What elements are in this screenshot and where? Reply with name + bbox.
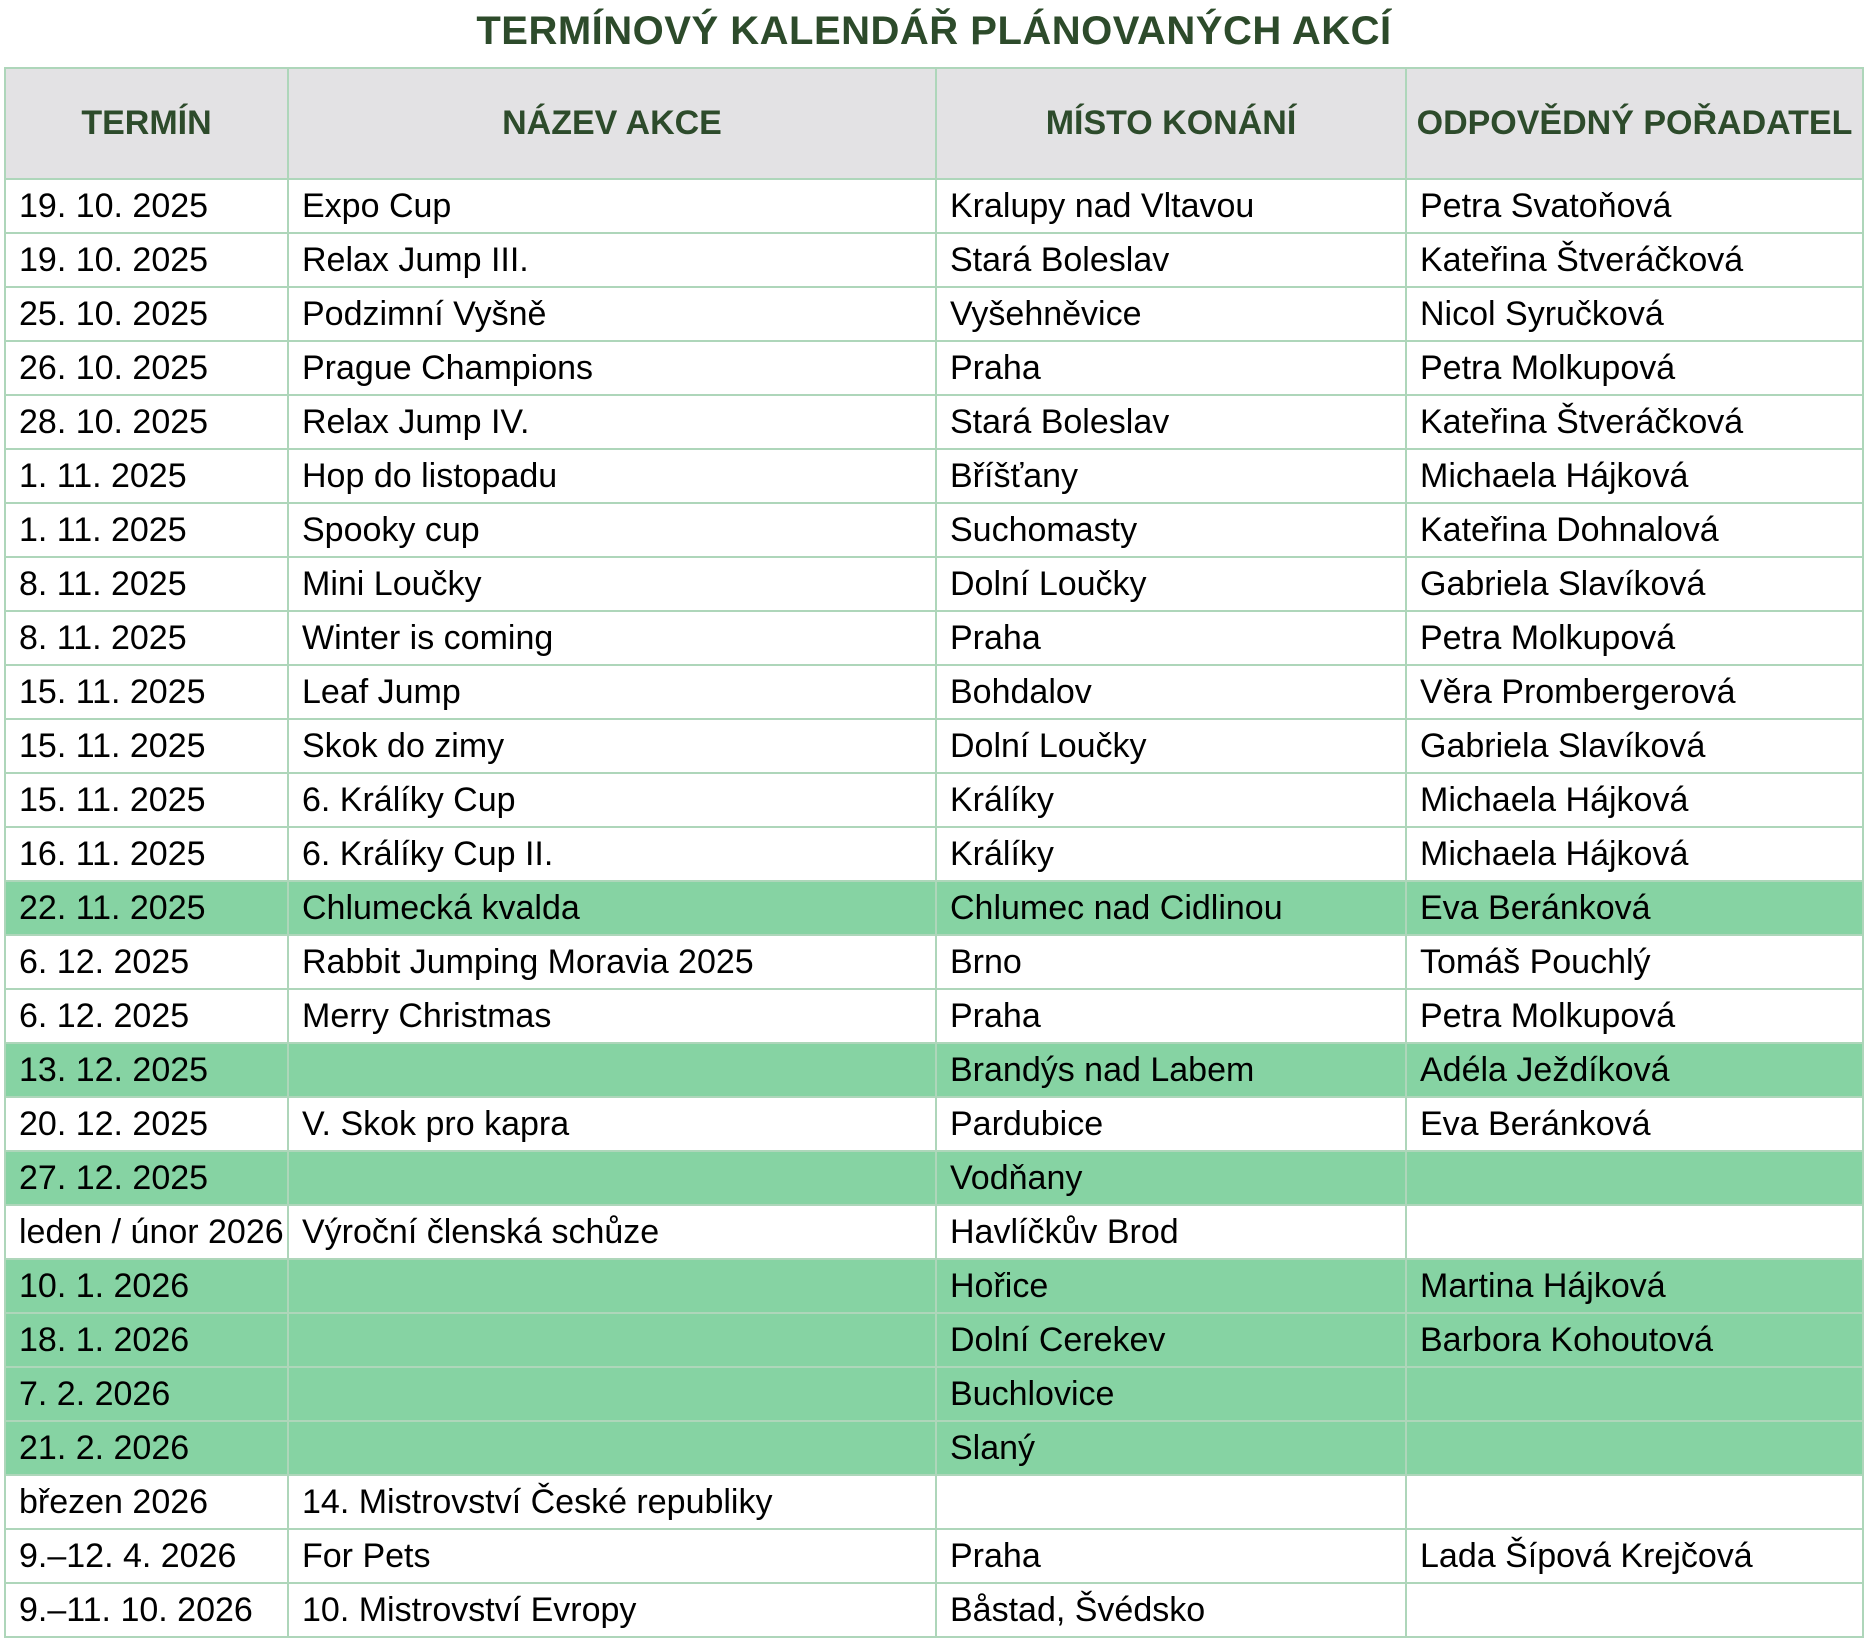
cell-organizer: Kateřina Dohnalová — [1406, 503, 1863, 557]
cell-organizer: Nicol Syručková — [1406, 287, 1863, 341]
cell-date: březen 2026 — [5, 1475, 288, 1529]
cell-event-name — [288, 1151, 936, 1205]
cell-organizer: Petra Svatoňová — [1406, 179, 1863, 233]
cell-date: 13. 12. 2025 — [5, 1043, 288, 1097]
cell-organizer: Petra Molkupová — [1406, 341, 1863, 395]
table-row — [5, 557, 1863, 611]
cell-place: Buchlovice — [936, 1367, 1406, 1421]
table-row — [5, 1151, 1863, 1205]
cell-place: Dolní Loučky — [936, 719, 1406, 773]
cell-event-name: Prague Champions — [288, 341, 936, 395]
cell-place: Båstad, Švédsko — [936, 1583, 1406, 1637]
table-row — [5, 179, 1863, 233]
cell-event-name: 14. Mistrovství České republiky — [288, 1475, 936, 1529]
cell-place: Dolní Cerekev — [936, 1313, 1406, 1367]
cell-event-name: Rabbit Jumping Moravia 2025 — [288, 935, 936, 989]
cell-date: 6. 12. 2025 — [5, 935, 288, 989]
cell-event-name: V. Skok pro kapra — [288, 1097, 936, 1151]
cell-place: Králíky — [936, 827, 1406, 881]
table-body — [5, 179, 1863, 1637]
table-row — [5, 719, 1863, 773]
cell-date: 1. 11. 2025 — [5, 449, 288, 503]
cell-date: 19. 10. 2025 — [5, 233, 288, 287]
cell-organizer: Petra Molkupová — [1406, 989, 1863, 1043]
cell-event-name: 6. Králíky Cup II. — [288, 827, 936, 881]
cell-event-name: Mini Loučky — [288, 557, 936, 611]
events-calendar-table — [4, 67, 1864, 1638]
cell-date: 8. 11. 2025 — [5, 611, 288, 665]
cell-event-name: Podzimní Vyšně — [288, 287, 936, 341]
cell-organizer: Lada Šípová Krejčová — [1406, 1529, 1863, 1583]
cell-place: Vodňany — [936, 1151, 1406, 1205]
cell-date: leden / únor 2026 — [5, 1205, 288, 1259]
cell-organizer — [1406, 1205, 1863, 1259]
table-row — [5, 935, 1863, 989]
header-row — [5, 68, 1863, 179]
cell-organizer — [1406, 1151, 1863, 1205]
cell-organizer: Gabriela Slavíková — [1406, 557, 1863, 611]
cell-place: Vyšehněvice — [936, 287, 1406, 341]
cell-organizer: Adéla Ježdíková — [1406, 1043, 1863, 1097]
cell-date: 20. 12. 2025 — [5, 1097, 288, 1151]
cell-organizer: Kateřina Štveráčková — [1406, 395, 1863, 449]
cell-place: Brno — [936, 935, 1406, 989]
table-row — [5, 665, 1863, 719]
cell-organizer — [1406, 1367, 1863, 1421]
cell-organizer: Eva Beránková — [1406, 881, 1863, 935]
cell-place: Pardubice — [936, 1097, 1406, 1151]
cell-event-name — [288, 1421, 936, 1475]
cell-place: Bříšťany — [936, 449, 1406, 503]
table-row — [5, 1421, 1863, 1475]
cell-organizer: Martina Hájková — [1406, 1259, 1863, 1313]
cell-event-name: For Pets — [288, 1529, 936, 1583]
table-row — [5, 449, 1863, 503]
header-termin: TERMÍN — [5, 68, 288, 179]
cell-event-name: Chlumecká kvalda — [288, 881, 936, 935]
cell-place: Praha — [936, 611, 1406, 665]
table-row — [5, 827, 1863, 881]
cell-date: 9.–12. 4. 2026 — [5, 1529, 288, 1583]
cell-date: 10. 1. 2026 — [5, 1259, 288, 1313]
cell-event-name: Skok do zimy — [288, 719, 936, 773]
cell-event-name: Výroční členská schůze — [288, 1205, 936, 1259]
cell-place: Slaný — [936, 1421, 1406, 1475]
cell-place: Stará Boleslav — [936, 395, 1406, 449]
cell-place — [936, 1475, 1406, 1529]
cell-place: Havlíčkův Brod — [936, 1205, 1406, 1259]
table-row — [5, 1259, 1863, 1313]
table-row — [5, 1529, 1863, 1583]
cell-event-name: Spooky cup — [288, 503, 936, 557]
cell-date: 26. 10. 2025 — [5, 341, 288, 395]
table-row — [5, 773, 1863, 827]
cell-place: Hořice — [936, 1259, 1406, 1313]
header-odpovedny-poradatel: ODPOVĚDNÝ POŘADATEL — [1406, 68, 1863, 179]
cell-organizer — [1406, 1421, 1863, 1475]
table-row — [5, 989, 1863, 1043]
cell-date: 28. 10. 2025 — [5, 395, 288, 449]
cell-event-name: Merry Christmas — [288, 989, 936, 1043]
cell-organizer: Michaela Hájková — [1406, 827, 1863, 881]
table-row — [5, 1367, 1863, 1421]
table-row — [5, 1097, 1863, 1151]
cell-date: 15. 11. 2025 — [5, 719, 288, 773]
cell-place: Bohdalov — [936, 665, 1406, 719]
cell-organizer: Gabriela Slavíková — [1406, 719, 1863, 773]
cell-event-name: 6. Králíky Cup — [288, 773, 936, 827]
cell-event-name: Relax Jump IV. — [288, 395, 936, 449]
cell-date: 22. 11. 2025 — [5, 881, 288, 935]
cell-date: 19. 10. 2025 — [5, 179, 288, 233]
cell-date: 6. 12. 2025 — [5, 989, 288, 1043]
cell-place: Stará Boleslav — [936, 233, 1406, 287]
cell-place: Praha — [936, 341, 1406, 395]
cell-date: 16. 11. 2025 — [5, 827, 288, 881]
cell-date: 18. 1. 2026 — [5, 1313, 288, 1367]
cell-organizer: Věra Prombergerová — [1406, 665, 1863, 719]
cell-date: 15. 11. 2025 — [5, 773, 288, 827]
cell-place: Praha — [936, 989, 1406, 1043]
page-title: TERMÍNOVÝ KALENDÁŘ PLÁNOVANÝCH AKCÍ — [476, 9, 1392, 53]
cell-event-name — [288, 1043, 936, 1097]
table-row — [5, 1043, 1863, 1097]
cell-event-name: Expo Cup — [288, 179, 936, 233]
cell-organizer: Michaela Hájková — [1406, 773, 1863, 827]
cell-event-name: 10. Mistrovství Evropy — [288, 1583, 936, 1637]
cell-date: 7. 2. 2026 — [5, 1367, 288, 1421]
cell-event-name: Leaf Jump — [288, 665, 936, 719]
cell-date: 27. 12. 2025 — [5, 1151, 288, 1205]
table-row — [5, 611, 1863, 665]
table-row — [5, 1205, 1863, 1259]
cell-place: Chlumec nad Cidlinou — [936, 881, 1406, 935]
cell-place: Kralupy nad Vltavou — [936, 179, 1406, 233]
cell-organizer: Petra Molkupová — [1406, 611, 1863, 665]
cell-organizer: Michaela Hájková — [1406, 449, 1863, 503]
cell-event-name — [288, 1313, 936, 1367]
cell-date: 9.–11. 10. 2026 — [5, 1583, 288, 1637]
table-row — [5, 287, 1863, 341]
cell-organizer — [1406, 1583, 1863, 1637]
cell-place: Dolní Loučky — [936, 557, 1406, 611]
cell-event-name — [288, 1259, 936, 1313]
cell-place: Praha — [936, 1529, 1406, 1583]
table-row — [5, 881, 1863, 935]
table-row — [5, 1583, 1863, 1637]
cell-place: Brandýs nad Labem — [936, 1043, 1406, 1097]
header-misto-konani: MÍSTO KONÁNÍ — [936, 68, 1406, 179]
table-row — [5, 395, 1863, 449]
cell-organizer: Eva Beránková — [1406, 1097, 1863, 1151]
cell-organizer: Tomáš Pouchlý — [1406, 935, 1863, 989]
cell-event-name: Winter is coming — [288, 611, 936, 665]
table-row — [5, 233, 1863, 287]
cell-date: 15. 11. 2025 — [5, 665, 288, 719]
cell-date: 8. 11. 2025 — [5, 557, 288, 611]
cell-date: 21. 2. 2026 — [5, 1421, 288, 1475]
cell-date: 1. 11. 2025 — [5, 503, 288, 557]
header-nazev-akce: NÁZEV AKCE — [288, 68, 936, 179]
table-row — [5, 1475, 1863, 1529]
cell-organizer: Kateřina Štveráčková — [1406, 233, 1863, 287]
table-row — [5, 1313, 1863, 1367]
cell-event-name: Hop do listopadu — [288, 449, 936, 503]
cell-place: Králíky — [936, 773, 1406, 827]
cell-organizer — [1406, 1475, 1863, 1529]
cell-event-name — [288, 1367, 936, 1421]
cell-place: Suchomasty — [936, 503, 1406, 557]
cell-date: 25. 10. 2025 — [5, 287, 288, 341]
cell-event-name: Relax Jump III. — [288, 233, 936, 287]
table-row — [5, 503, 1863, 557]
table-row — [5, 341, 1863, 395]
cell-organizer: Barbora Kohoutová — [1406, 1313, 1863, 1367]
